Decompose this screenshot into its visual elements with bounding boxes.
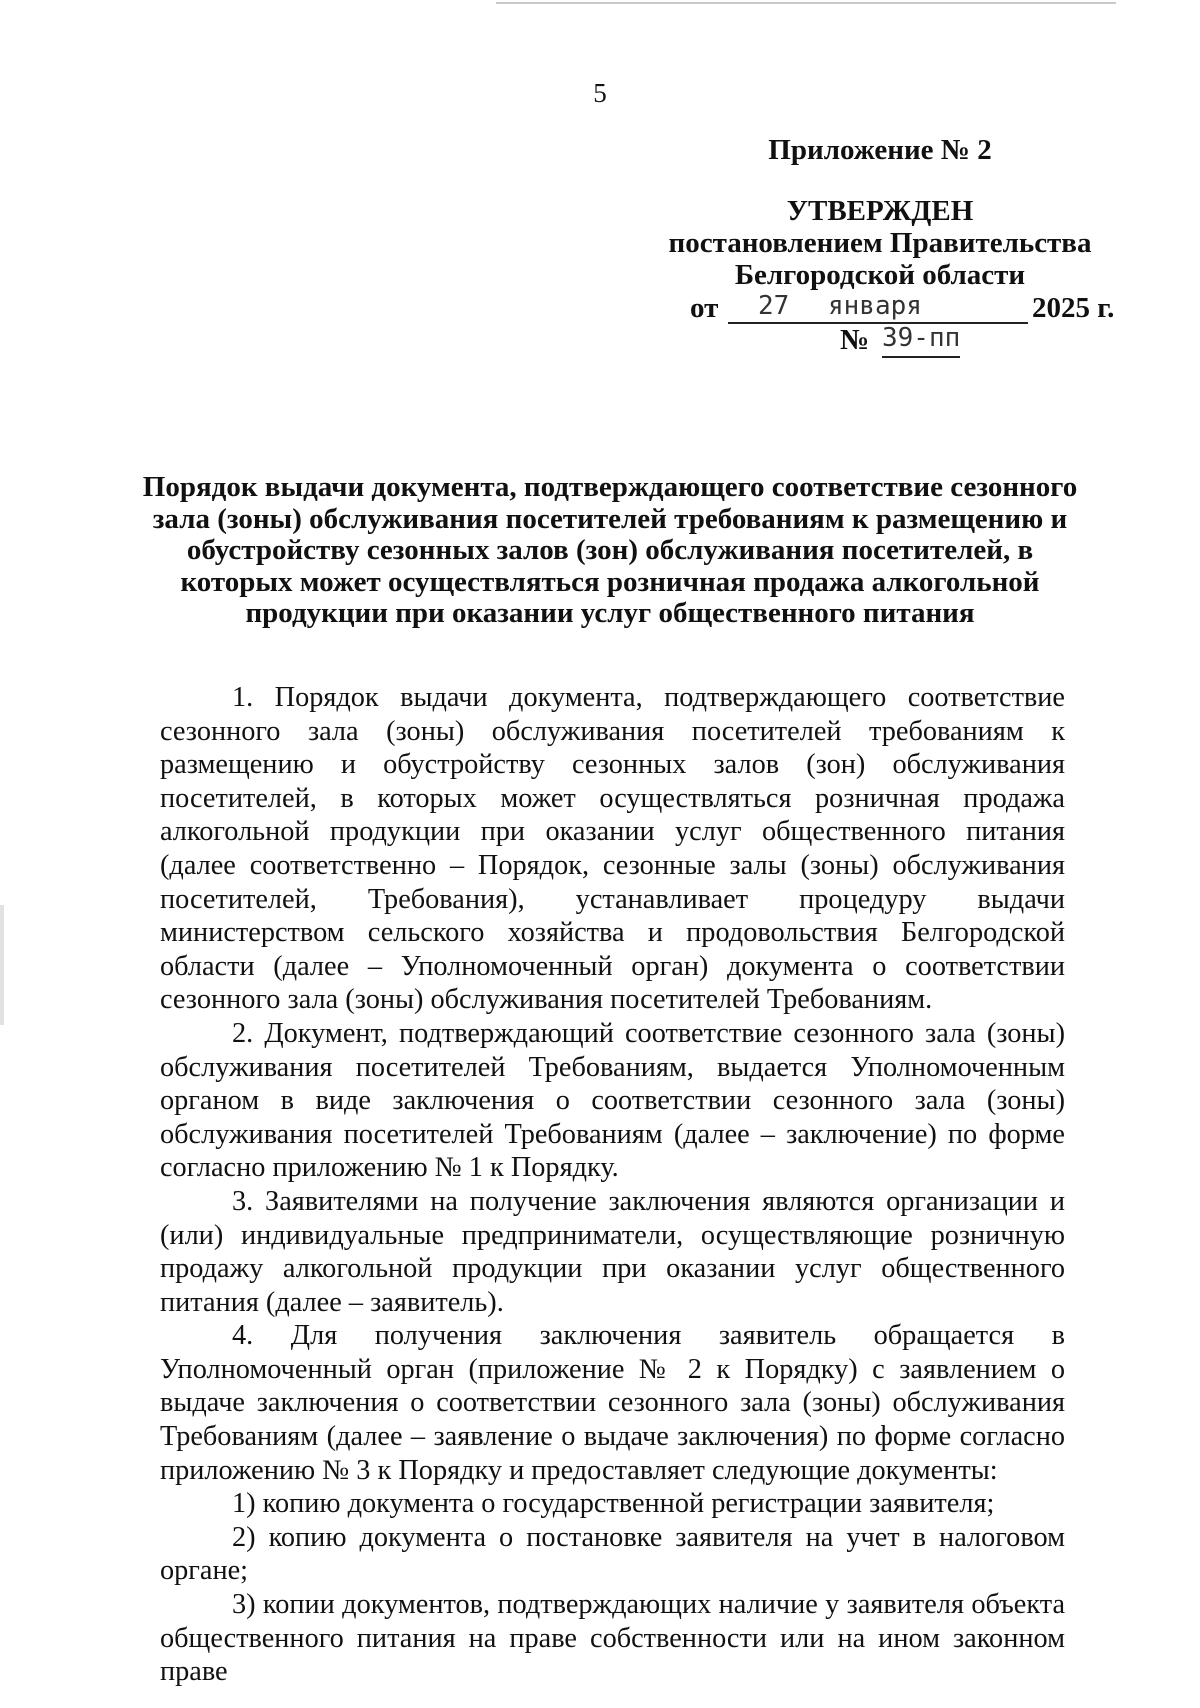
document-title: Порядок выдачи документа, подтверждающего соответствие сезонного зала (зоны) обслуживания посетителей требованиям к размещению и обустройству сезонных залов (зон) обслуживания посетителей, в которых может осуществляться розничная продажа алкогольной продукции при оказании услуг общественного питания [142, 471, 1078, 630]
list-item-3: 3) копии документов, подтверждающих наличие у заявителя объекта общественного питания на праве собственности или на ином законном праве [160, 1589, 1065, 1688]
appendix-label: Приложение № 2 [768, 134, 992, 166]
resolution-line: постановлением Правительства [668, 227, 1092, 259]
list-item-1: 1) копию документа о государственной регистрации заявителя; [232, 1488, 995, 1520]
paragraph-4: 4. Для получения заключения заявитель обращается в Уполномоченный орган (приложение № 2 к Порядку) с заявлением о выдаче заключения о соответствии сезонного зала (зоны) обслуживания Требованиям (далее – заявление о выдаче заключения) по форме согласно приложению № 3 к Порядку и предоставляет следующие документы: [160, 1320, 1065, 1486]
paragraph-2: 2. Документ, подтверждающий соответствие сезонного зала (зоны) обслуживания посетителей Требованиям, выдается Уполномоченным органом в виде заключения о соответствии сезонного зала (зоны) обслуживания посетителей Требованиям (далее – заключение) по форме согласно приложению № 1 к Порядку. [160, 1017, 1065, 1184]
date-day: 27 [758, 291, 790, 321]
scan-artifact-edge [0, 905, 4, 1025]
date-month: января [828, 291, 922, 321]
paragraph-3: 3. Заявителями на получение заключения являются организации и (или) индивидуальные предприниматели, осуществляющие розничную продажу алкогольной продукции при оказании услуг общественного питания (далее – заявитель). [160, 1185, 1065, 1318]
number-sign: № [840, 324, 870, 356]
region-line: Белгородской области [734, 259, 1026, 291]
date-line [690, 292, 1150, 324]
date-underline [728, 322, 1028, 324]
document-body [160, 681, 1065, 1689]
page-number: 5 [593, 78, 607, 108]
number-value: 39-пп [882, 322, 960, 358]
list-item-2: 2) копию документа о постановке заявителя на учет в налоговом органе; [160, 1521, 1065, 1587]
date-prefix: от [690, 292, 719, 324]
approved-word: УТВЕРЖДЕН [786, 195, 974, 227]
date-year: 2025 г. [1032, 292, 1115, 324]
paragraph-1: 1. Порядок выдачи документа, подтверждающего соответствие сезонного зала (зоны) обслуживания посетителей требованиям к размещению и обустройству сезонных залов (зон) обслуживания посетителей, в которых может осуществляться розничная продажа алкогольной продукции при оказании услуг общественного питания (далее соответственно – Порядок, сезонные залы (зоны) обслуживания посетителей, Требования), устанавливает процедуру выдачи министерством сельского хозяйства и продовольствия Белгородской области (далее – Уполномоченный орган) документа о соответствии сезонного зала (зоны) обслуживания посетителей Требованиям. [160, 682, 1065, 1016]
scan-artifact-line [496, 2, 1116, 4]
